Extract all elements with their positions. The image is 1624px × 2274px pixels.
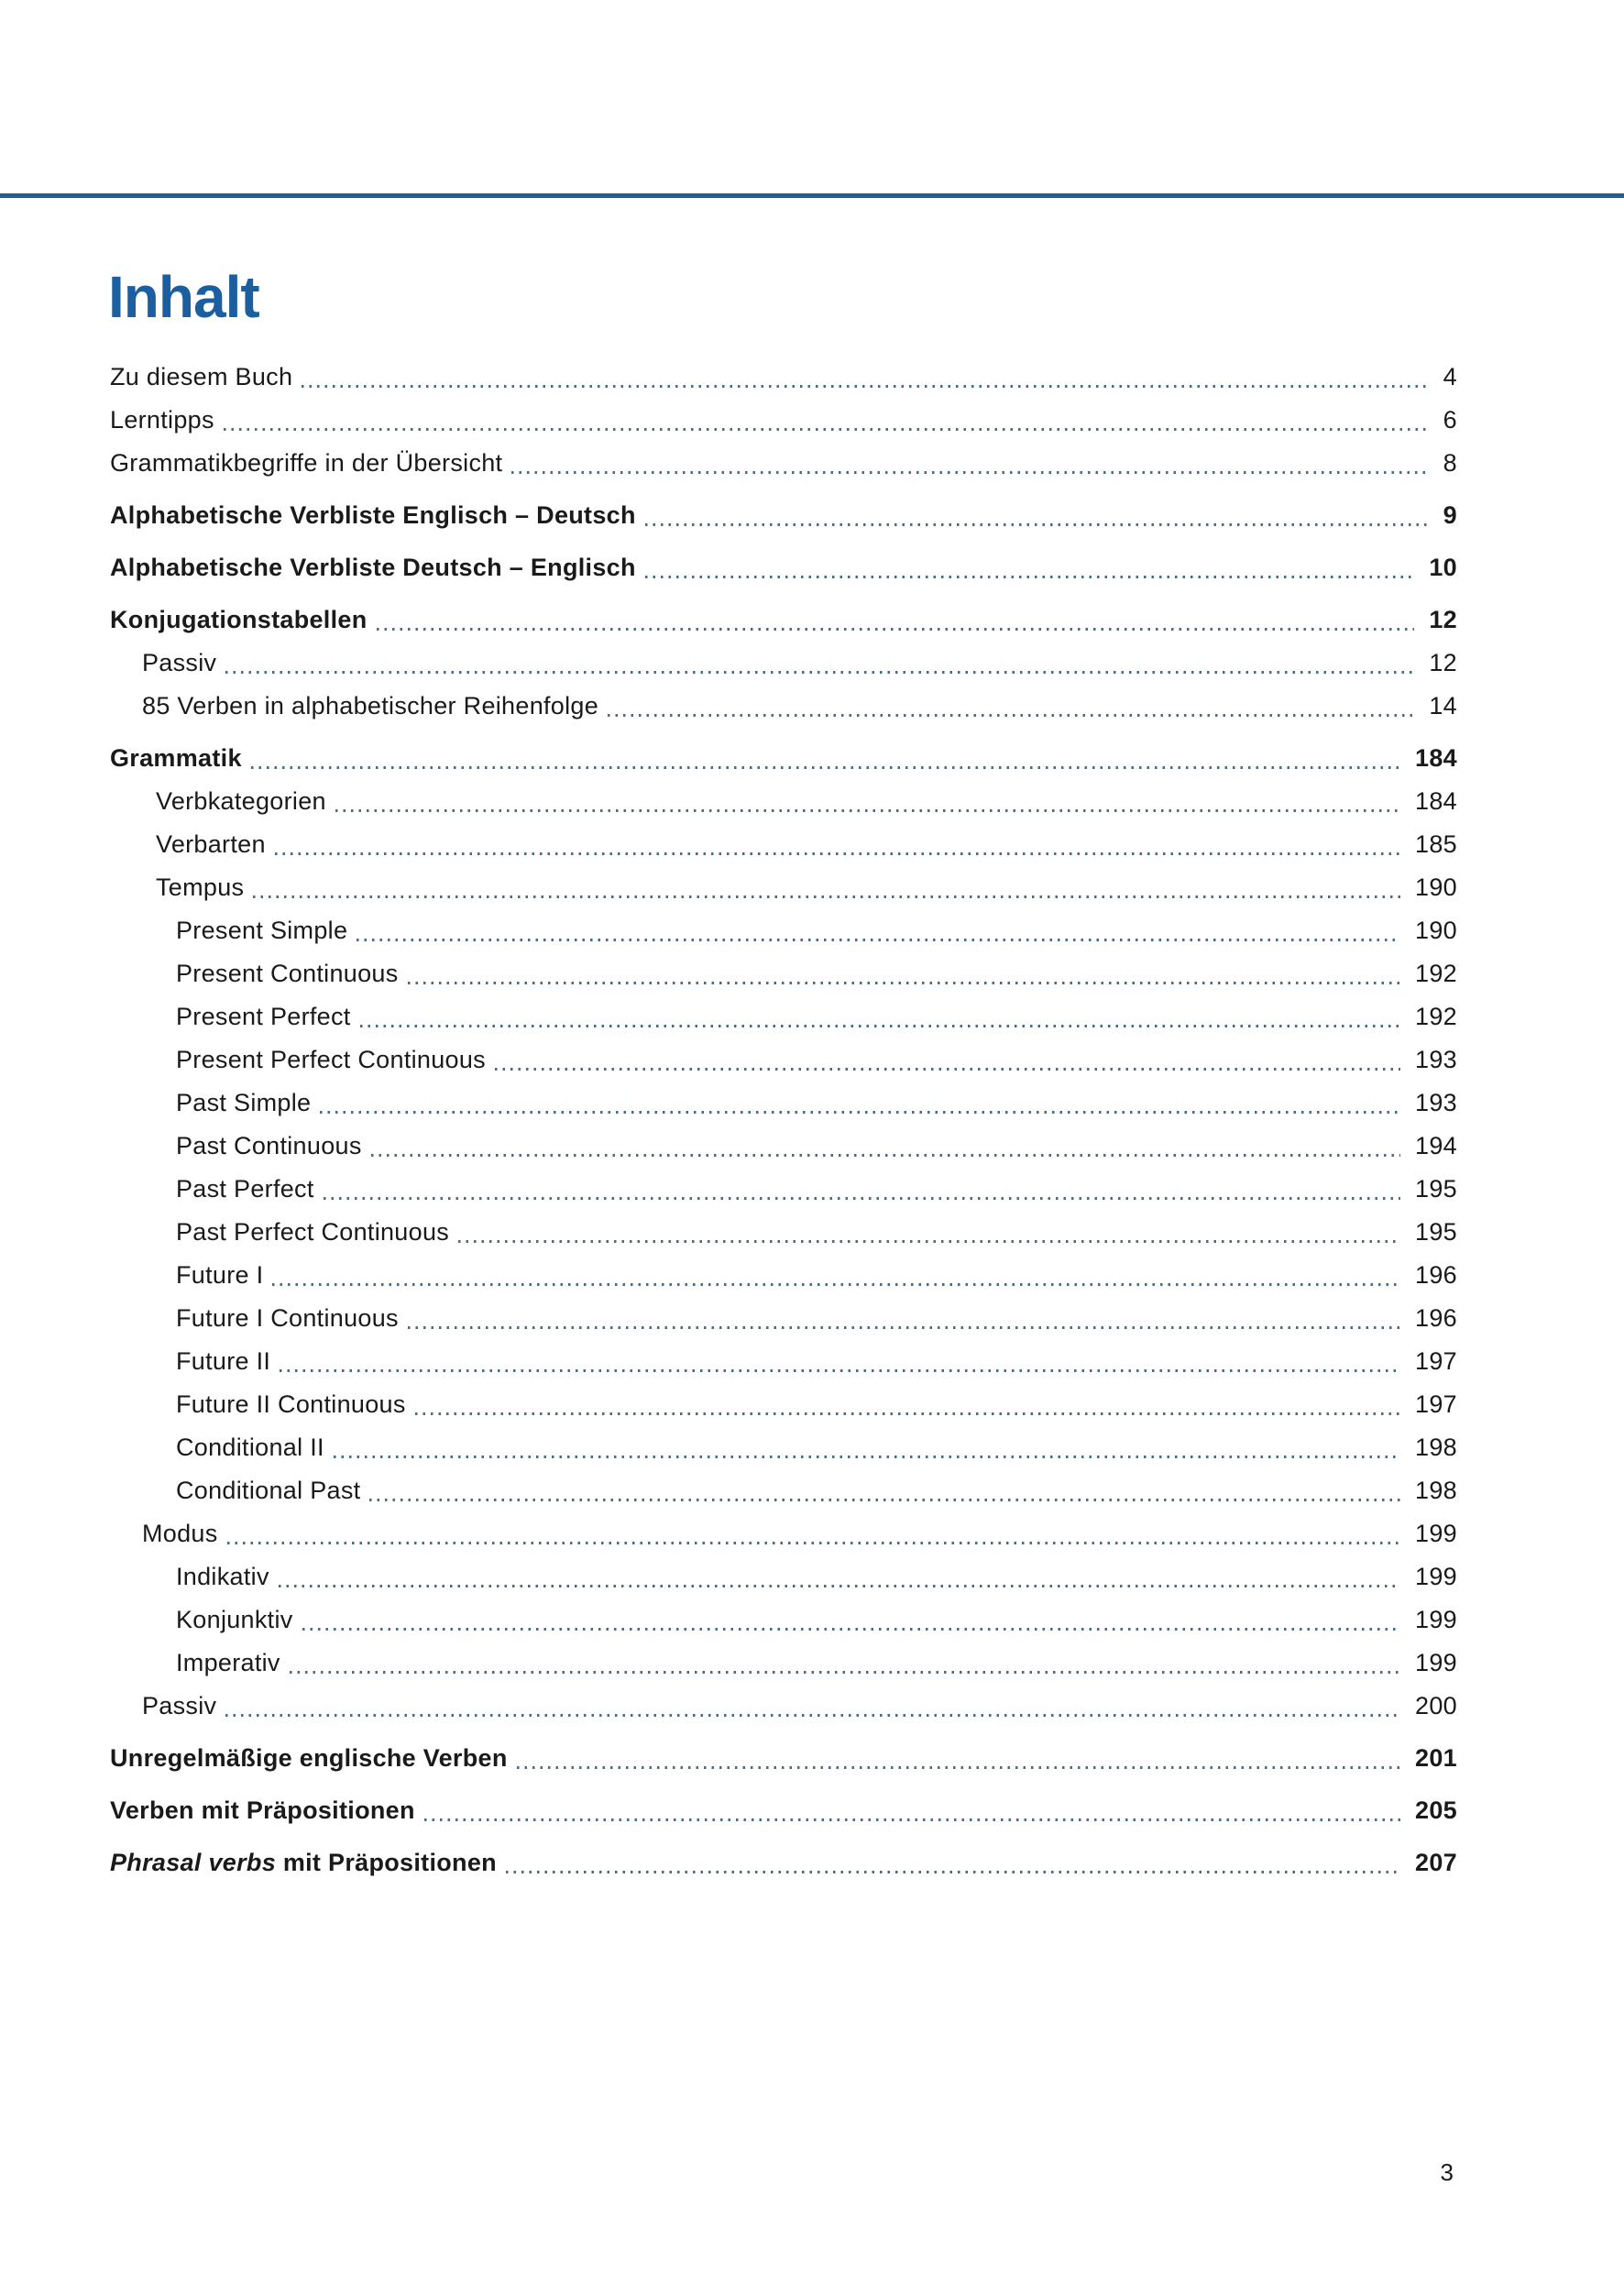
toc-entry-label: Passiv xyxy=(142,649,217,676)
toc-row xyxy=(110,399,1457,442)
dot-leader xyxy=(275,852,1400,855)
toc-entry-page-number: 10 xyxy=(1429,554,1457,581)
toc-entry-page-number: 199 xyxy=(1415,1606,1457,1633)
toc-row xyxy=(110,1082,1457,1125)
toc-entry-label: Future II xyxy=(176,1347,271,1375)
dot-leader xyxy=(517,1766,1400,1769)
toc-entry-label: Verbkategorien xyxy=(156,787,326,815)
toc-entry-label: Modus xyxy=(142,1520,218,1547)
dot-leader xyxy=(290,1671,1400,1674)
page-title: Inhalt xyxy=(108,264,259,330)
toc-row xyxy=(110,823,1457,866)
toc-entry-page-number: 190 xyxy=(1415,873,1457,901)
toc-entry-label: Future I Continuous xyxy=(176,1304,399,1332)
toc-row xyxy=(110,1512,1457,1555)
dot-leader xyxy=(360,1025,1400,1027)
toc-entry-page-number: 199 xyxy=(1415,1520,1457,1547)
toc-row xyxy=(110,780,1457,823)
dot-leader xyxy=(506,1871,1400,1873)
toc-row xyxy=(110,1254,1457,1297)
toc-entry-label: Conditional Past xyxy=(176,1477,361,1504)
header-rule xyxy=(0,193,1624,198)
toc-entry-page-number: 193 xyxy=(1415,1089,1457,1116)
toc-row xyxy=(110,909,1457,952)
toc-entry-page-number: 184 xyxy=(1415,744,1457,772)
toc-entry-label: Tempus xyxy=(156,873,245,901)
dot-leader xyxy=(495,1068,1400,1071)
dot-leader xyxy=(408,982,1401,984)
dot-leader xyxy=(279,1585,1400,1587)
toc-entry-label xyxy=(110,1841,497,1884)
toc-entry-page-number: 195 xyxy=(1415,1218,1457,1246)
toc-entry-label: Verben mit Präpositionen xyxy=(110,1796,415,1824)
toc-row xyxy=(110,356,1457,399)
dot-leader xyxy=(415,1412,1400,1415)
toc-row xyxy=(110,1383,1457,1426)
toc-entry-label: Future I xyxy=(176,1261,264,1289)
toc-entry-page-number: 14 xyxy=(1429,692,1457,720)
toc-row xyxy=(110,1426,1457,1469)
toc-entry-page-number: 4 xyxy=(1443,363,1457,390)
toc-row xyxy=(110,1340,1457,1383)
dot-leader xyxy=(371,1154,1400,1157)
toc-row xyxy=(110,1598,1457,1642)
toc-entry-page-number: 192 xyxy=(1415,960,1457,987)
toc-entry-label: Past Continuous xyxy=(176,1132,362,1159)
toc-row xyxy=(110,1737,1457,1780)
toc-row xyxy=(110,1642,1457,1685)
toc-entry-page-number: 199 xyxy=(1415,1563,1457,1590)
toc-entry-label: Zu diesem Buch xyxy=(110,363,293,390)
dot-leader xyxy=(251,766,1400,769)
dot-leader xyxy=(225,671,1414,674)
dot-leader xyxy=(272,1283,1400,1286)
dot-leader xyxy=(357,939,1400,941)
dot-leader xyxy=(645,523,1429,526)
toc-entry-label: Konjugationstabellen xyxy=(110,606,368,633)
toc-row xyxy=(110,494,1457,537)
dot-leader xyxy=(227,1542,1401,1544)
dot-leader xyxy=(224,428,1429,431)
toc-entry-label: 85 Verben in alphabetischer Reihenfolge xyxy=(142,692,599,720)
toc-entry-label: Future II Continuous xyxy=(176,1390,406,1418)
toc-row xyxy=(110,685,1457,728)
dot-leader xyxy=(608,714,1414,717)
toc-row xyxy=(110,1555,1457,1598)
toc-entry-label: Present Simple xyxy=(176,917,348,944)
toc-entry-label: Konjunktiv xyxy=(176,1606,293,1633)
toc-entry-label: Past Simple xyxy=(176,1089,312,1116)
toc-entry-label: Present Perfect Continuous xyxy=(176,1046,486,1073)
toc-row xyxy=(110,1125,1457,1168)
toc-entry-page-number: 196 xyxy=(1415,1304,1457,1332)
toc-entry-page-number: 194 xyxy=(1415,1132,1457,1159)
toc-row xyxy=(110,1841,1457,1884)
toc-entry-page-number: 8 xyxy=(1443,449,1457,477)
toc-entry-label: Lerntipps xyxy=(110,406,214,434)
toc-entry-label: Unregelmäßige englische Verben xyxy=(110,1744,508,1772)
toc-entry-page-number: 193 xyxy=(1415,1046,1457,1073)
toc-entry-page-number: 198 xyxy=(1415,1477,1457,1504)
toc-entry-label: Imperativ xyxy=(176,1649,280,1676)
toc-entry-label: Alphabetische Verbliste Englisch – Deutsch xyxy=(110,501,636,529)
dot-leader xyxy=(369,1499,1400,1501)
toc-entry-page-number: 190 xyxy=(1415,917,1457,944)
toc-entry-label: Conditional II xyxy=(176,1434,324,1461)
toc-entry-page-number: 199 xyxy=(1415,1649,1457,1676)
toc-row xyxy=(110,737,1457,780)
dot-leader xyxy=(225,1714,1400,1717)
toc-row xyxy=(110,952,1457,995)
toc-entry-label: Verbarten xyxy=(156,830,266,858)
toc-row xyxy=(110,642,1457,685)
toc-entry-page-number: 200 xyxy=(1415,1692,1457,1719)
dot-leader xyxy=(302,385,1428,388)
dot-leader xyxy=(324,1197,1400,1200)
toc-entry-page-number: 12 xyxy=(1429,649,1457,676)
toc-entry-label: Grammatikbegriffe in der Übersicht xyxy=(110,449,503,477)
toc-entry-label: Present Continuous xyxy=(176,960,399,987)
toc-row xyxy=(110,1168,1457,1211)
toc-entry-label: Passiv xyxy=(142,1692,217,1719)
toc-entry-label: Grammatik xyxy=(110,744,242,772)
page-folio-number: 3 xyxy=(1440,2159,1454,2186)
toc-entry-page-number: 9 xyxy=(1443,501,1457,529)
toc-entry-label: Past Perfect xyxy=(176,1175,314,1203)
toc-entry-page-number: 192 xyxy=(1415,1003,1457,1030)
toc-entry-page-number: 198 xyxy=(1415,1434,1457,1461)
toc-entry-label-part: mit Präpositionen xyxy=(276,1849,497,1876)
toc-entry-label: Present Perfect xyxy=(176,1003,351,1030)
dot-leader xyxy=(280,1369,1400,1372)
toc-row xyxy=(110,1038,1457,1082)
dot-leader xyxy=(335,809,1400,812)
toc-row xyxy=(110,1789,1457,1832)
toc-row xyxy=(110,1297,1457,1340)
toc-row xyxy=(110,995,1457,1038)
toc-list xyxy=(110,356,1457,1884)
toc-entry-label: Past Perfect Continuous xyxy=(176,1218,450,1246)
toc-entry-page-number: 6 xyxy=(1443,406,1457,434)
dot-leader xyxy=(458,1240,1400,1243)
toc-entry-label: Indikativ xyxy=(176,1563,269,1590)
toc-entry-page-number: 197 xyxy=(1415,1347,1457,1375)
toc-entry-page-number: 197 xyxy=(1415,1390,1457,1418)
dot-leader xyxy=(511,471,1428,474)
toc-entry-page-number: 184 xyxy=(1415,787,1457,815)
toc-entry-page-number: 205 xyxy=(1415,1796,1457,1824)
dot-leader xyxy=(334,1456,1400,1458)
dot-leader xyxy=(302,1628,1400,1631)
dot-leader xyxy=(424,1818,1400,1821)
toc-row xyxy=(110,546,1457,589)
dot-leader xyxy=(253,895,1400,898)
toc-row xyxy=(110,1469,1457,1512)
toc-row xyxy=(110,866,1457,909)
dot-leader xyxy=(320,1111,1400,1114)
toc-entry-page-number: 207 xyxy=(1415,1849,1457,1876)
toc-entry-label: Alphabetische Verbliste Deutsch – Englisch xyxy=(110,554,636,581)
dot-leader xyxy=(377,628,1415,631)
toc-entry-page-number: 12 xyxy=(1429,606,1457,633)
toc-row xyxy=(110,599,1457,642)
dot-leader xyxy=(408,1326,1400,1329)
toc-row xyxy=(110,442,1457,485)
toc-row xyxy=(110,1685,1457,1728)
dot-leader xyxy=(645,576,1415,578)
toc-entry-page-number: 201 xyxy=(1415,1744,1457,1772)
toc-entry-page-number: 195 xyxy=(1415,1175,1457,1203)
toc-row xyxy=(110,1211,1457,1254)
toc-entry-page-number: 185 xyxy=(1415,830,1457,858)
toc-entry-page-number: 196 xyxy=(1415,1261,1457,1289)
toc-entry-label-italic-part: Phrasal verbs xyxy=(110,1849,277,1876)
